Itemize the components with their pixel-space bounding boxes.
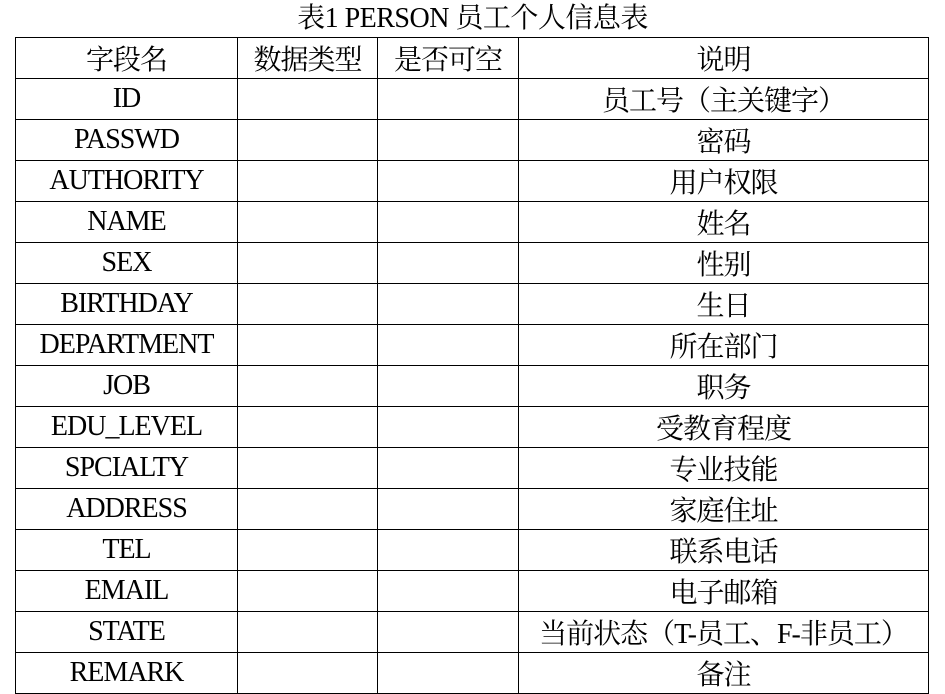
cell-nullable xyxy=(378,120,519,161)
cell-field-name: TEL xyxy=(16,530,238,571)
header-field-name: 字段名 xyxy=(16,38,238,79)
cell-description: 所在部门 xyxy=(519,325,929,366)
cell-description: 联系电话 xyxy=(519,530,929,571)
cell-data-type xyxy=(238,202,378,243)
cell-field-name: DEPARTMENT xyxy=(16,325,238,366)
cell-description: 当前状态（T-员工、F-非员工） xyxy=(519,612,929,653)
cell-data-type xyxy=(238,325,378,366)
table-title: 表1 PERSON 员工个人信息表 xyxy=(297,3,648,34)
table-row xyxy=(16,612,929,653)
cell-description: 受教育程度 xyxy=(519,407,929,448)
cell-description: 姓名 xyxy=(519,202,929,243)
cell-data-type xyxy=(238,161,378,202)
header-data-type: 数据类型 xyxy=(238,38,378,79)
cell-data-type xyxy=(238,530,378,571)
cell-description: 生日 xyxy=(519,284,929,325)
cell-data-type xyxy=(238,79,378,120)
cell-nullable xyxy=(378,366,519,407)
cell-nullable xyxy=(378,612,519,653)
cell-data-type xyxy=(238,366,378,407)
cell-data-type xyxy=(238,571,378,612)
cell-field-name: EMAIL xyxy=(16,571,238,612)
cell-data-type xyxy=(238,612,378,653)
cell-nullable xyxy=(378,325,519,366)
table-header-row xyxy=(16,38,929,79)
cell-nullable xyxy=(378,571,519,612)
table-row xyxy=(16,79,929,120)
header-nullable: 是否可空 xyxy=(378,38,519,79)
cell-data-type xyxy=(238,489,378,530)
table-row xyxy=(16,325,929,366)
cell-data-type xyxy=(238,653,378,694)
cell-nullable xyxy=(378,530,519,571)
cell-data-type xyxy=(238,120,378,161)
cell-field-name: ID xyxy=(16,79,238,120)
cell-nullable xyxy=(378,284,519,325)
cell-field-name: PASSWD xyxy=(16,120,238,161)
table-row xyxy=(16,202,929,243)
cell-description: 性别 xyxy=(519,243,929,284)
header-description: 说明 xyxy=(519,38,929,79)
cell-description: 密码 xyxy=(519,120,929,161)
table-row xyxy=(16,161,929,202)
cell-field-name: SPCIALTY xyxy=(16,448,238,489)
cell-data-type xyxy=(238,407,378,448)
cell-field-name: EDU_LEVEL xyxy=(16,407,238,448)
cell-field-name: BIRTHDAY xyxy=(16,284,238,325)
cell-description: 用户权限 xyxy=(519,161,929,202)
table-row xyxy=(16,407,929,448)
cell-nullable xyxy=(378,448,519,489)
cell-field-name: STATE xyxy=(16,612,238,653)
cell-nullable xyxy=(378,407,519,448)
table-row xyxy=(16,120,929,161)
table-row xyxy=(16,530,929,571)
cell-description: 专业技能 xyxy=(519,448,929,489)
table-row xyxy=(16,284,929,325)
cell-field-name: ADDRESS xyxy=(16,489,238,530)
table-body xyxy=(16,79,929,694)
cell-nullable xyxy=(378,79,519,120)
table-row xyxy=(16,366,929,407)
table-row xyxy=(16,571,929,612)
cell-data-type xyxy=(238,243,378,284)
cell-description: 员工号（主关键字） xyxy=(519,79,929,120)
cell-data-type xyxy=(238,284,378,325)
cell-nullable xyxy=(378,489,519,530)
cell-nullable xyxy=(378,243,519,284)
cell-description: 家庭住址 xyxy=(519,489,929,530)
cell-nullable xyxy=(378,161,519,202)
cell-field-name: REMARK xyxy=(16,653,238,694)
table-row xyxy=(16,653,929,694)
cell-description: 备注 xyxy=(519,653,929,694)
cell-nullable xyxy=(378,202,519,243)
cell-data-type xyxy=(238,448,378,489)
cell-field-name: SEX xyxy=(16,243,238,284)
table-row xyxy=(16,448,929,489)
cell-description: 电子邮箱 xyxy=(519,571,929,612)
cell-field-name: AUTHORITY xyxy=(16,161,238,202)
cell-nullable xyxy=(378,653,519,694)
cell-description: 职务 xyxy=(519,366,929,407)
cell-field-name: NAME xyxy=(16,202,238,243)
table-row xyxy=(16,243,929,284)
cell-field-name: JOB xyxy=(16,366,238,407)
table-row xyxy=(16,489,929,530)
person-table xyxy=(15,37,929,694)
